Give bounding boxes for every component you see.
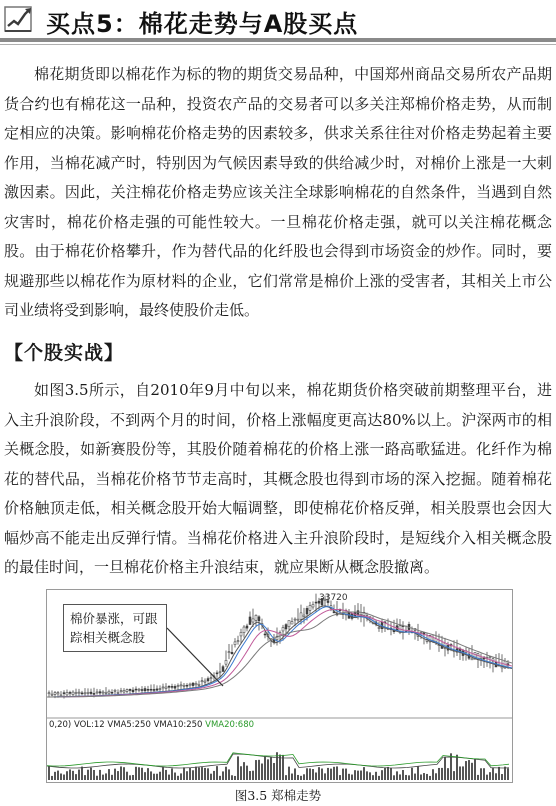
volume-bar: [69, 769, 71, 780]
volume-bar: [447, 768, 449, 780]
candle-body: [78, 692, 80, 693]
volume-bar: [396, 771, 398, 780]
volume-bar: [105, 773, 107, 780]
volume-bar: [336, 766, 338, 780]
volume-bar: [405, 775, 407, 780]
volume-bar: [84, 775, 86, 780]
volume-bar: [168, 775, 170, 780]
volume-bar: [465, 761, 467, 780]
volume-bar: [60, 774, 62, 780]
candle-body: [171, 686, 173, 687]
volume-bar: [501, 774, 503, 780]
volume-bar: [249, 771, 251, 780]
volume-bar: [153, 774, 155, 780]
candle-body: [159, 689, 161, 690]
volume-bar: [315, 772, 317, 780]
candle-body: [186, 685, 188, 686]
candle-body: [105, 692, 107, 693]
volume-bar: [180, 773, 182, 780]
candle-body: [246, 626, 248, 628]
candle-body: [234, 642, 236, 645]
volume-bar: [93, 770, 95, 780]
candle-body: [150, 689, 152, 690]
volume-bar: [156, 774, 158, 780]
candle-body: [219, 672, 221, 673]
candle-body: [174, 686, 176, 688]
volume-bar: [210, 774, 212, 780]
volume-bar: [477, 775, 479, 780]
title-bar: [0, 0, 556, 40]
volume-bar: [393, 775, 395, 780]
volume-bar: [267, 759, 269, 780]
volume-bar: [384, 768, 386, 780]
volume-bar: [192, 770, 194, 780]
candle-body: [192, 683, 194, 685]
candle-body: [141, 690, 143, 691]
volume-bar: [234, 776, 236, 780]
volume-bar: [342, 769, 344, 780]
candle-body: [198, 684, 200, 685]
candle-body: [252, 619, 254, 622]
volume-bar: [306, 768, 308, 780]
candle-body: [264, 634, 266, 635]
volume-bar: [207, 768, 209, 780]
candle-body: [258, 617, 260, 621]
volume-bar: [225, 767, 227, 780]
volume-bar: [318, 767, 320, 780]
candle-body: [255, 615, 257, 620]
candle-body: [132, 690, 134, 692]
volume-bar: [303, 774, 305, 780]
volume-bar: [498, 767, 500, 780]
candle-body: [114, 690, 116, 691]
volume-bar: [435, 773, 437, 780]
candle-body: [90, 692, 92, 693]
candle-body: [108, 691, 110, 693]
volume-bar: [126, 772, 128, 780]
peak-price-label: 33720: [319, 593, 348, 603]
candle-body: [489, 657, 491, 658]
candle-body: [309, 606, 311, 611]
volume-bar: [324, 773, 326, 780]
candle-body: [117, 692, 119, 693]
volume-bar: [483, 768, 485, 780]
candle-body: [225, 660, 227, 664]
volume-bar: [213, 771, 215, 780]
candle-body: [378, 627, 380, 628]
volume-bar: [366, 771, 368, 780]
candle-body: [60, 695, 62, 696]
volume-bar: [489, 772, 491, 780]
volume-indicator-label: [49, 720, 254, 730]
candle-body: [189, 684, 191, 685]
candle-body: [69, 692, 71, 693]
volume-bar: [507, 768, 509, 780]
candle-body: [312, 604, 314, 607]
candle-body: [135, 689, 137, 690]
figure-chart: [46, 589, 513, 783]
volume-bar: [423, 773, 425, 780]
volume-bar: [444, 757, 446, 780]
volume-bar: [345, 769, 347, 780]
volume-bar: [357, 771, 359, 780]
volume-bar: [120, 766, 122, 780]
volume-bar: [399, 774, 401, 780]
candle-body: [210, 678, 212, 679]
intro-paragraph: 棉花期货即以棉花作为标的物的期货交易品种，中国郑州商品交易所农产品期货合约也有棉花这一品种，投资农产品的交易者可以多关注郑棉价格走势，从而制定相应的决策。影响棉花价格走势的因素较多，供求关系往往对价格走势起着主要作用，当棉花减产时，特别因为气候因素导致的供给减少时，对棉价上涨是一大刺激因素。因此，关注棉花价格走势应该关注全球影响棉花的自然条件，当遇到自然灾害时，棉花价格走强的可能性较大。一旦棉花价格走强，就可以关注棉花概念股。由于棉花价格攀升，作为替代品的化纤股也会得到市场资金的炒作。同时，要规避那些以棉花作为原材料的企业，它们常常是棉价上涨的受害者，其相关上市公司业绩将受到影响，最终使股价走低。: [4, 65, 552, 319]
candle-body: [315, 602, 317, 603]
candle-body: [87, 692, 89, 693]
volume-bar: [378, 776, 380, 780]
volume-bar: [135, 767, 137, 780]
volume-bar: [441, 768, 443, 780]
volume-bar: [231, 775, 233, 780]
volume-bar: [339, 775, 341, 780]
volume-bar: [165, 770, 167, 780]
volume-bar: [354, 770, 356, 780]
volume-bar: [504, 767, 506, 780]
volume-bar: [189, 768, 191, 780]
candle-body: [57, 693, 59, 694]
candle-body: [126, 690, 128, 692]
volume-bar: [222, 771, 224, 780]
volume-bar: [363, 767, 365, 780]
volume-bar: [420, 774, 422, 780]
volume-bar: [129, 775, 131, 780]
candle-body: [54, 693, 56, 695]
volume-bar: [426, 774, 428, 780]
candle-body: [111, 692, 113, 693]
volume-bar: [219, 776, 221, 780]
volume-bar: [432, 769, 434, 780]
volume-bar: [468, 760, 470, 780]
candle-body: [231, 652, 233, 653]
volume-bar: [183, 767, 185, 780]
candle-body: [66, 693, 68, 695]
volume-bar: [453, 771, 455, 780]
candle-body: [102, 692, 104, 693]
candle-body: [72, 692, 74, 695]
volume-bar: [108, 769, 110, 780]
volume-ma-text: 0,20) VOL:12 VMA5:250 VMA10:250: [49, 720, 203, 730]
chart-trend-icon: [4, 4, 34, 34]
volume-bar: [102, 775, 104, 780]
volume-bar: [186, 771, 188, 780]
volume-bar: [75, 774, 77, 780]
volume-bar: [252, 771, 254, 780]
candle-body: [222, 667, 224, 672]
volume-bar: [198, 767, 200, 780]
volume-bar: [327, 768, 329, 780]
candle-body: [63, 693, 65, 694]
candle-body: [129, 689, 131, 690]
volume-bar: [99, 770, 101, 780]
volume-bar: [300, 776, 302, 780]
volume-bar: [54, 772, 56, 780]
volume-bar: [474, 759, 476, 780]
title-rule: [0, 38, 556, 42]
candle-body: [243, 627, 245, 633]
volume-bar: [282, 755, 284, 780]
volume-bar: [111, 775, 113, 780]
callout-pointer: [167, 628, 223, 686]
volume-bar: [48, 766, 50, 780]
volume-bar: [348, 774, 350, 780]
volume-bar: [72, 771, 74, 780]
candle-body: [285, 625, 287, 629]
candle-body: [81, 693, 83, 694]
volume-bar: [90, 768, 92, 780]
volume-bar: [417, 767, 419, 780]
volume-bar: [411, 768, 413, 780]
volume-bar: [456, 755, 458, 780]
volume-bar: [159, 772, 161, 780]
volume-bar: [486, 775, 488, 780]
volume-bar: [270, 757, 272, 780]
volume-bar: [264, 756, 266, 780]
volume-bar: [387, 767, 389, 780]
volume-bar: [177, 776, 179, 780]
title-rule-thin: [0, 44, 556, 45]
volume-bar: [255, 760, 257, 780]
volume-bar: [162, 767, 164, 780]
volume-bar: [201, 767, 203, 780]
candle-body: [297, 619, 299, 620]
volume-bar: [390, 768, 392, 780]
volume-bar: [408, 775, 410, 780]
candle-body: [300, 613, 302, 619]
volume-bar: [381, 770, 383, 780]
volume-bar: [63, 775, 65, 780]
volume-bar: [261, 764, 263, 780]
candle-body: [93, 693, 95, 694]
volume-bar: [492, 768, 494, 780]
candle-body: [162, 687, 164, 688]
candle-body: [306, 608, 308, 614]
volume-ma20-text: VMA20:680: [205, 720, 255, 730]
candle-body: [99, 692, 101, 693]
candle-body: [156, 689, 158, 690]
volume-bar: [123, 767, 125, 780]
volume-bar: [402, 770, 404, 780]
volume-bar: [138, 767, 140, 780]
volume-bar: [174, 773, 176, 780]
volume-bar: [429, 776, 431, 780]
volume-bar: [369, 772, 371, 780]
candle-body: [471, 659, 473, 660]
volume-bar: [414, 774, 416, 780]
volume-bar: [81, 767, 83, 780]
volume-bar: [243, 762, 245, 780]
volume-bar: [351, 775, 353, 780]
candle-body: [120, 691, 122, 692]
section-heading: 【个股实战】: [4, 342, 125, 364]
candle-body: [123, 691, 125, 692]
candle-body: [303, 615, 305, 617]
volume-bar: [288, 767, 290, 780]
candle-body: [138, 689, 140, 690]
volume-bar: [438, 768, 440, 780]
volume-bar: [291, 774, 293, 780]
candle-body: [237, 641, 239, 642]
volume-bar: [246, 766, 248, 780]
volume-bar: [237, 756, 239, 780]
candle-body: [240, 632, 242, 636]
candle-body: [84, 693, 86, 694]
volume-bar: [51, 776, 53, 780]
candle-body: [165, 687, 167, 689]
volume-bar: [240, 766, 242, 780]
candle-body: [207, 679, 209, 681]
volume-bar: [279, 755, 281, 780]
volume-bar: [294, 768, 296, 780]
candle-body: [291, 622, 293, 624]
volume-bar: [87, 770, 89, 780]
page-title: 买点5：棉花走势与A股买点: [46, 10, 359, 38]
candle-body: [147, 689, 149, 690]
candle-body: [168, 686, 170, 687]
figure-caption: 图3.5 郑棉走势: [234, 788, 322, 803]
callout-box: 棉价暴涨，可跟踪相关概念股: [63, 604, 167, 652]
candle-body: [294, 619, 296, 620]
volume-bar: [141, 768, 143, 780]
volume-bar: [285, 775, 287, 780]
volume-bar: [114, 769, 116, 780]
candle-body: [180, 685, 182, 686]
volume-bar: [495, 773, 497, 780]
volume-bar: [276, 752, 278, 780]
candle-body: [249, 617, 251, 625]
candle-body: [216, 673, 218, 674]
volume-bar: [144, 772, 146, 780]
candle-body: [144, 689, 146, 691]
candle-body: [51, 694, 53, 695]
volume-bar: [321, 769, 323, 780]
volume-bar: [462, 766, 464, 780]
volume-bar: [360, 771, 362, 780]
candle-body: [177, 686, 179, 687]
volume-bar: [309, 768, 311, 780]
volume-bar: [204, 768, 206, 780]
volume-bar: [195, 767, 197, 780]
volume-bar: [273, 763, 275, 780]
volume-bar: [480, 768, 482, 780]
candle-body: [48, 693, 50, 694]
candle-body: [195, 683, 197, 685]
volume-bar: [471, 763, 473, 780]
volume-bar: [132, 775, 134, 780]
candle-body: [96, 692, 98, 693]
case-paragraph: 如图3.5所示，自2010年9月中旬以来，棉花期货价格突破前期整理平台，进入主升浪阶段，不到两个月的时间，价格上涨幅度更高达80%以上。沪深两市的相关概念股，如新赛股份等，其股价随着棉花的价格上涨一路高歌猛进。化纤作为棉花的替代品，当棉花价格节节走高时，其概念股也得到市场的深入挖掘。随着棉花价格触顶走低，相关概念股开始大幅调整，即使棉花价格反弹，相关股票也会因大幅炒高不能走出反弹行情。当棉花价格进入主升浪阶段时，是短线介入相关概念股的最佳时间，一旦棉花价格主升浪结束，就应果断从概念股撤离。: [4, 381, 552, 576]
volume-bar: [312, 769, 314, 780]
candle-body: [204, 681, 206, 682]
volume-bar: [228, 769, 230, 780]
volume-bar: [66, 771, 68, 780]
volume-bar: [117, 771, 119, 780]
candle-body: [153, 689, 155, 690]
candle-body: [201, 681, 203, 682]
volume-bar: [96, 776, 98, 780]
volume-bar: [216, 766, 218, 780]
volume-bar: [78, 770, 80, 780]
volume-bar: [150, 771, 152, 780]
volume-bar: [459, 766, 461, 780]
candle-body: [228, 652, 230, 653]
candle-body: [75, 692, 77, 693]
volume-bar: [330, 769, 332, 780]
volume-bar: [372, 775, 374, 780]
volume-bar: [297, 775, 299, 780]
volume-bar: [57, 771, 59, 780]
volume-bar: [147, 768, 149, 780]
volume-bar: [375, 772, 377, 780]
candle-body: [183, 685, 185, 686]
candle-body: [282, 627, 284, 631]
candle-body: [288, 621, 290, 627]
volume-bar: [171, 768, 173, 780]
volume-bar: [333, 767, 335, 780]
volume-bar: [258, 760, 260, 780]
